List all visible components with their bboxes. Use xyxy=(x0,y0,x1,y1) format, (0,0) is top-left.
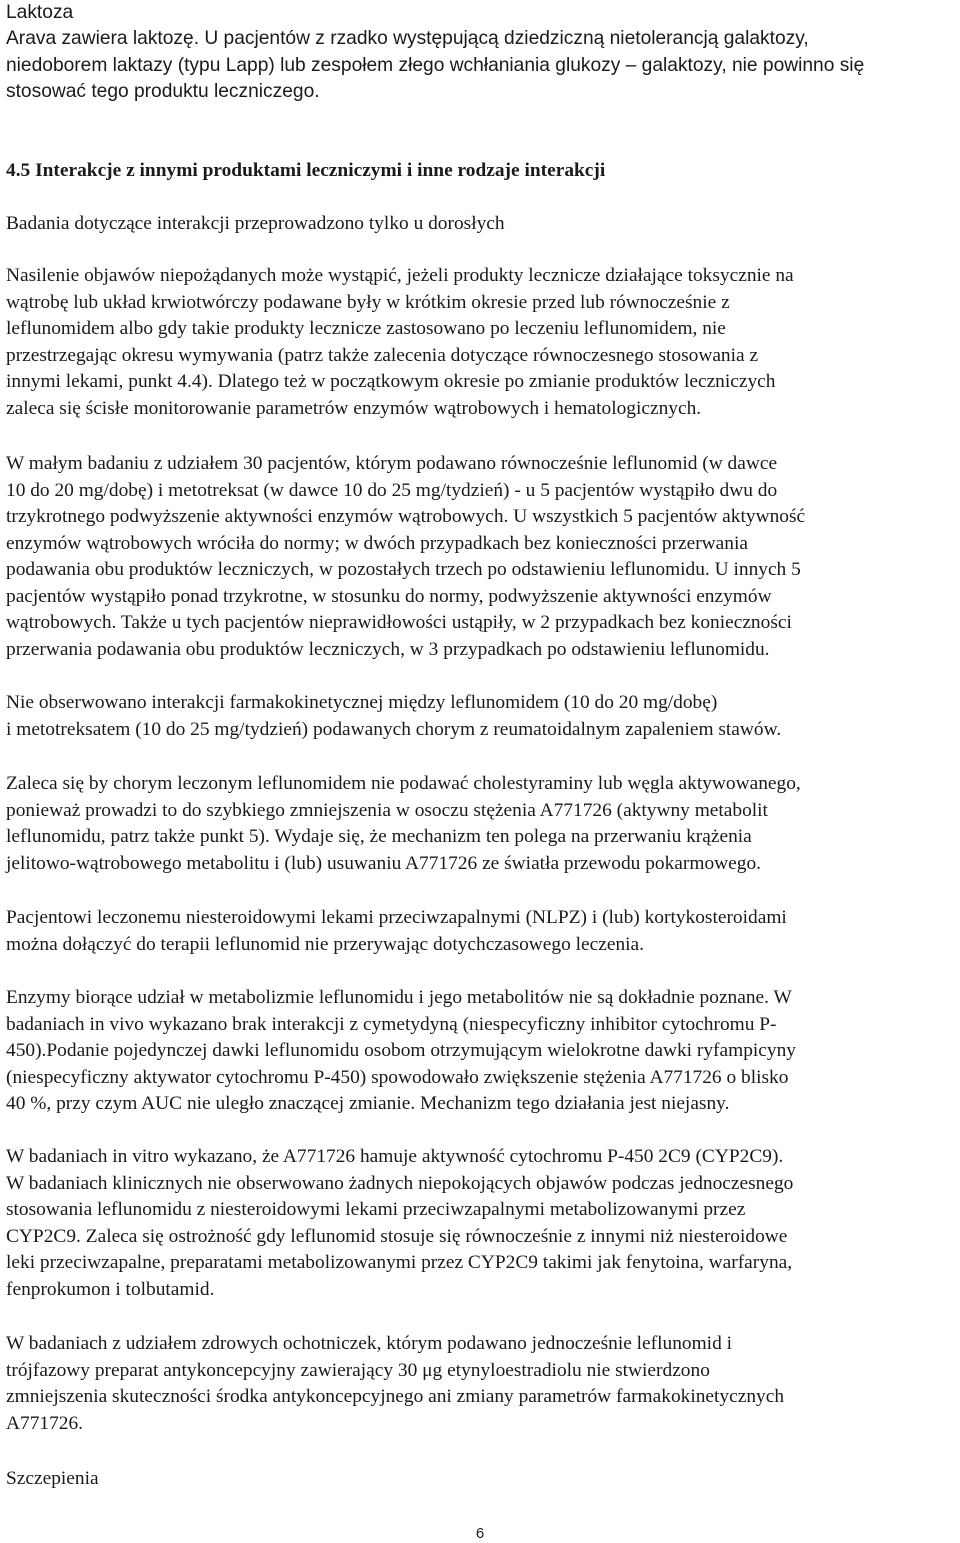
paragraph-cholestyramine: Zaleca się by chorym leczonym leflunomidem nie podawać cholestyraminy lub węgla aktywowanego, ponieważ prowadzi to do szybkiego zmniejszenia w osoczu stężenia A771726 (aktywny metabolit leflunomidu, patrz także punkt 5). Wydaje się, że mechanizm ten polega na przerwaniu krążenia jelitowo-wątrobowego metabolitu i (lub) usuwaniu A771726 ze światła przewodu pokarmowego. xyxy=(6,773,801,874)
section-intro: Badania dotyczące interakcji przeprowadzono tylko u dorosłych xyxy=(6,213,505,234)
paragraph-hepatotoxic: Nasilenie objawów niepożądanych może wystąpić, jeżeli produkty lecznicze działające toksycznie na wątrobę lub układ krwiotwórczy podawane były w krótkim okresie przed lub równocześnie z leflunomidem albo gdy takie produkty lecznicze zastosowano po leczeniu leflunomidem, nie przestrzegając okresu wymywania (patrz także zalecenia dotyczące równoczesnego stosowania z innymi lekami, punkt 4.4). Dlatego też w początkowym okresie po zmianie produktów leczniczych zaleca się ścisłe monitorowanie parametrów enzymów wątrobowych i hematologicznych. xyxy=(6,265,794,419)
section-heading: 4.5 Interakcje z innymi produktami leczniczymi i inne rodzaje interakcji xyxy=(6,160,606,181)
paragraph-methotrexate-study: W małym badaniu z udziałem 30 pacjentów, którym podawano równocześnie leflunomid (w dawce 10 do 20 mg/dobę) i metotreksat (w dawce 10 do 25 mg/tydzień) - u 5 pacjentów wystąpiło dwu do trzykrotnego podwyższenie aktywności enzymów wątrobowych. U wszystkich 5 pacjentów aktywność enzymów wątrobowych wróciła do normy; w dwóch przypadkach bez konieczności przerwania podawania obu produktów leczniczych, w pozostałych trzech po odstawieniu leflunomidu. U innych 5 pacjentów wystąpiło ponad trzykrotne, w stosunku do normy, podwyższenie aktywności enzymów wątrobowych. Także u tych pacjentów nieprawidłowości ustąpiły, w 2 przypadkach bez konieczności przerwania podawania obu produktów leczniczych, w 3 przypadkach po odstawieniu leflunomidu. xyxy=(6,453,806,660)
paragraph-contraceptive: W badaniach z udziałem zdrowych ochotniczek, którym podawano jednocześnie leflunomid i trójfazowy preparat antykoncepcyjny zawierający 30 μg etynyloestradiolu nie stwierdzono zmniejszenia skuteczności środka antykoncepcyjnego ani zmiany parametrów farmakokinetycznych A771726. xyxy=(6,1333,785,1434)
vaccination-heading: Szczepienia xyxy=(6,1468,99,1489)
paragraph-nsaid: Pacjentowi leczonemu niesteroidowymi lekami przeciwzapalnymi (NLPZ) i (lub) kortykosteroidami można dołączyć do terapii leflunomid nie przerywając dotychczasowego leczenia. xyxy=(6,907,787,955)
paragraph-pharmacokinetic: Nie obserwowano interakcji farmakokinetycznej między leflunomidem (10 do 20 mg/dobę) i metotreksatem (10 do 25 mg/tydzień) podawanych chorym z reumatoidalnym zapaleniem stawów. xyxy=(6,692,782,740)
lactose-heading: Laktoza xyxy=(6,2,74,23)
paragraph-cyp2c9: W badaniach in vitro wykazano, że A771726 hamuje aktywność cytochromu P-450 2C9 (CYP2C9). W badaniach klinicznych nie obserwowano żadnych niepokojących objawów podczas jednoczesnego stosowania leflunomidu z niesteroidowymi lekami przeciwzapalnymi metabolizowanymi przez CYP2C9. Zaleca się ostrożność gdy leflunomid stosuje się równocześnie z innymi niż niesteroidowe leki przeciwzapalne, preparatami metabolizowanymi przez CYP2C9 takimi jak fenytoina, warfaryna, fenprokumon i tolbutamid. xyxy=(6,1146,794,1300)
paragraph-metabolism-enzymes: Enzymy biorące udział w metabolizmie leflunomidu i jego metabolitów nie są dokładnie poznane. W badaniach in vivo wykazano brak interakcji z cymetydyną (niespecyficzny inhibitor cytochromu P- 450).Podanie pojedynczej dawki leflunomidu osobom otrzymującym wielokrotne dawki ryfampicyny (niespecyficzny aktywator cytochromu P-450) spowodowało zwiększenie stężenia A771726 o blisko 40 %, przy czym AUC nie uległo znaczącej zmianie. Mechanizm tego działania jest niejasny. xyxy=(6,987,796,1114)
lactose-paragraph: Arava zawiera laktozę. U pacjentów z rzadko występującą dziedziczną nietolerancją galaktozy, niedoborem laktazy (typu Lapp) lub zespołem złego wchłaniania glukozy – galaktozy, nie powinno się stosować tego produktu leczniczego. xyxy=(6,28,865,102)
page-number: 6 xyxy=(475,1525,485,1542)
